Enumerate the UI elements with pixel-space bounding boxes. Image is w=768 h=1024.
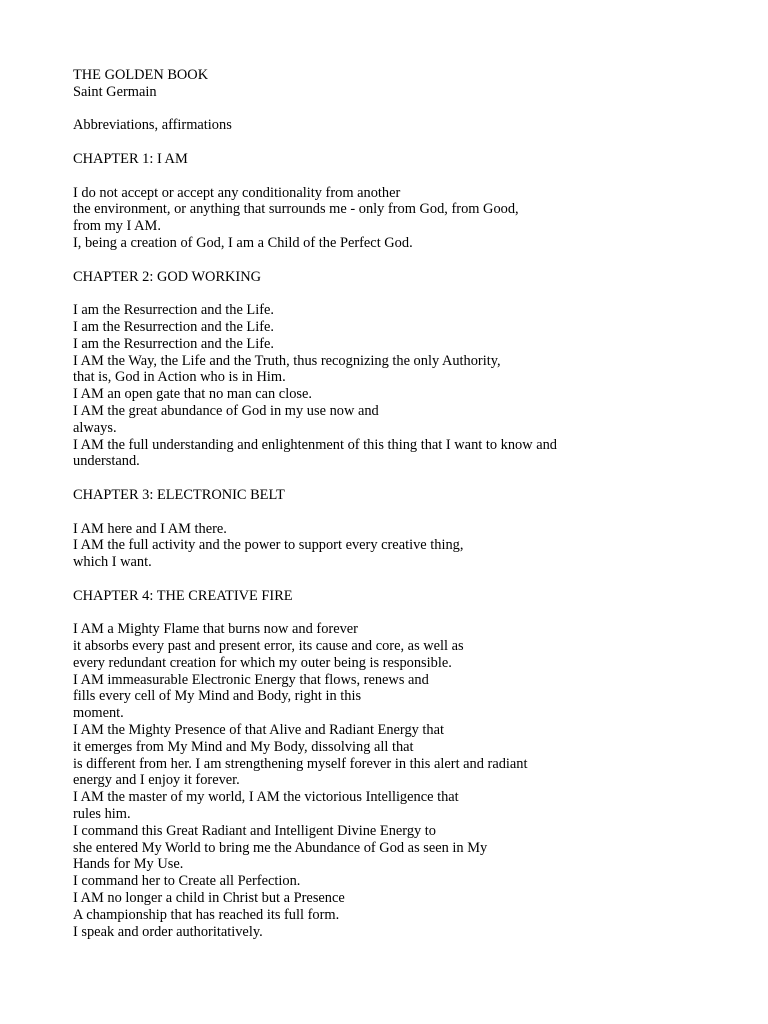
text-line: which I want. (73, 554, 152, 571)
spacer (73, 605, 733, 622)
text-line: I AM the master of my world, I AM the victorious Intelligence that (73, 789, 459, 806)
text-line: always. (73, 419, 117, 436)
spacer (73, 470, 733, 487)
document-subtitle: Abbreviations, affirmations (73, 117, 232, 134)
text-line: I AM the full understanding and enlightenment of this thing that I want to know and (73, 436, 558, 453)
text-line: I command this Great Radiant and Intelligent Divine Energy to (73, 822, 437, 839)
document-author: Saint Germain (73, 83, 157, 100)
text-line: I am the Resurrection and the Life. (73, 302, 274, 319)
spacer (73, 571, 733, 588)
text-line: I AM a Mighty Flame that burns now and forever (73, 621, 358, 638)
text-line: fills every cell of My Mind and Body, right in this (73, 688, 362, 705)
text-line: I, being a creation of God, I am a Child of the Perfect God. (73, 234, 413, 251)
text-line: I AM the full activity and the power to support every creative thing, (73, 537, 464, 554)
spacer (73, 134, 733, 151)
text-line: is different from her. I am strengthening myself forever in this alert and radiant (73, 755, 528, 772)
text-line: I AM the Way, the Life and the Truth, thus recognizing the only Authority, (73, 352, 501, 369)
text-line: moment. (73, 705, 124, 722)
text-line: understand. (73, 453, 140, 470)
chapter-heading: CHAPTER 4: THE CREATIVE FIRE (73, 587, 293, 604)
text-line: the environment, or anything that surrounds me - only from God, from Good, (73, 201, 519, 218)
text-line: I AM the Mighty Presence of that Alive and Radiant Energy that (73, 722, 445, 739)
text-line: every redundant creation for which my outer being is responsible. (73, 654, 452, 671)
document-page (73, 67, 733, 940)
text-line: energy and I enjoy it forever. (73, 772, 240, 789)
text-line: rules him. (73, 806, 131, 823)
spacer (73, 285, 733, 302)
text-line: I do not accept or accept any conditionality from another (73, 184, 401, 201)
text-line: I AM no longer a child in Christ but a Presence (73, 890, 345, 907)
text-line: that is, God in Action who is in Him. (73, 369, 286, 386)
text-line: I AM immeasurable Electronic Energy that flows, renews and (73, 671, 429, 688)
chapter-heading: CHAPTER 3: ELECTRONIC BELT (73, 486, 285, 503)
text-line: I AM here and I AM there. (73, 520, 227, 537)
chapter-heading: CHAPTER 1: I AM (73, 150, 188, 167)
text-line: Hands for My Use. (73, 856, 184, 873)
text-line: it absorbs every past and present error, its cause and core, as well as (73, 638, 464, 655)
text-line: I AM an open gate that no man can close. (73, 386, 312, 403)
chapter-heading: CHAPTER 2: GOD WORKING (73, 268, 262, 285)
text-line: I am the Resurrection and the Life. (73, 318, 274, 335)
text-line: I command her to Create all Perfection. (73, 873, 301, 890)
text-line: I speak and order authoritatively. (73, 923, 263, 940)
spacer (73, 101, 733, 118)
spacer (73, 252, 733, 269)
spacer (73, 168, 733, 185)
text-line: A championship that has reached its full form. (73, 906, 340, 923)
text-line: from my I AM. (73, 218, 161, 235)
text-line: it emerges from My Mind and My Body, dissolving all that (73, 738, 414, 755)
text-line: she entered My World to bring me the Abundance of God as seen in My (73, 839, 488, 856)
text-line: I am the Resurrection and the Life. (73, 335, 274, 352)
spacer (73, 504, 733, 521)
text-line: I AM the great abundance of God in my use now and (73, 402, 379, 419)
document-title: THE GOLDEN BOOK (73, 67, 209, 83)
